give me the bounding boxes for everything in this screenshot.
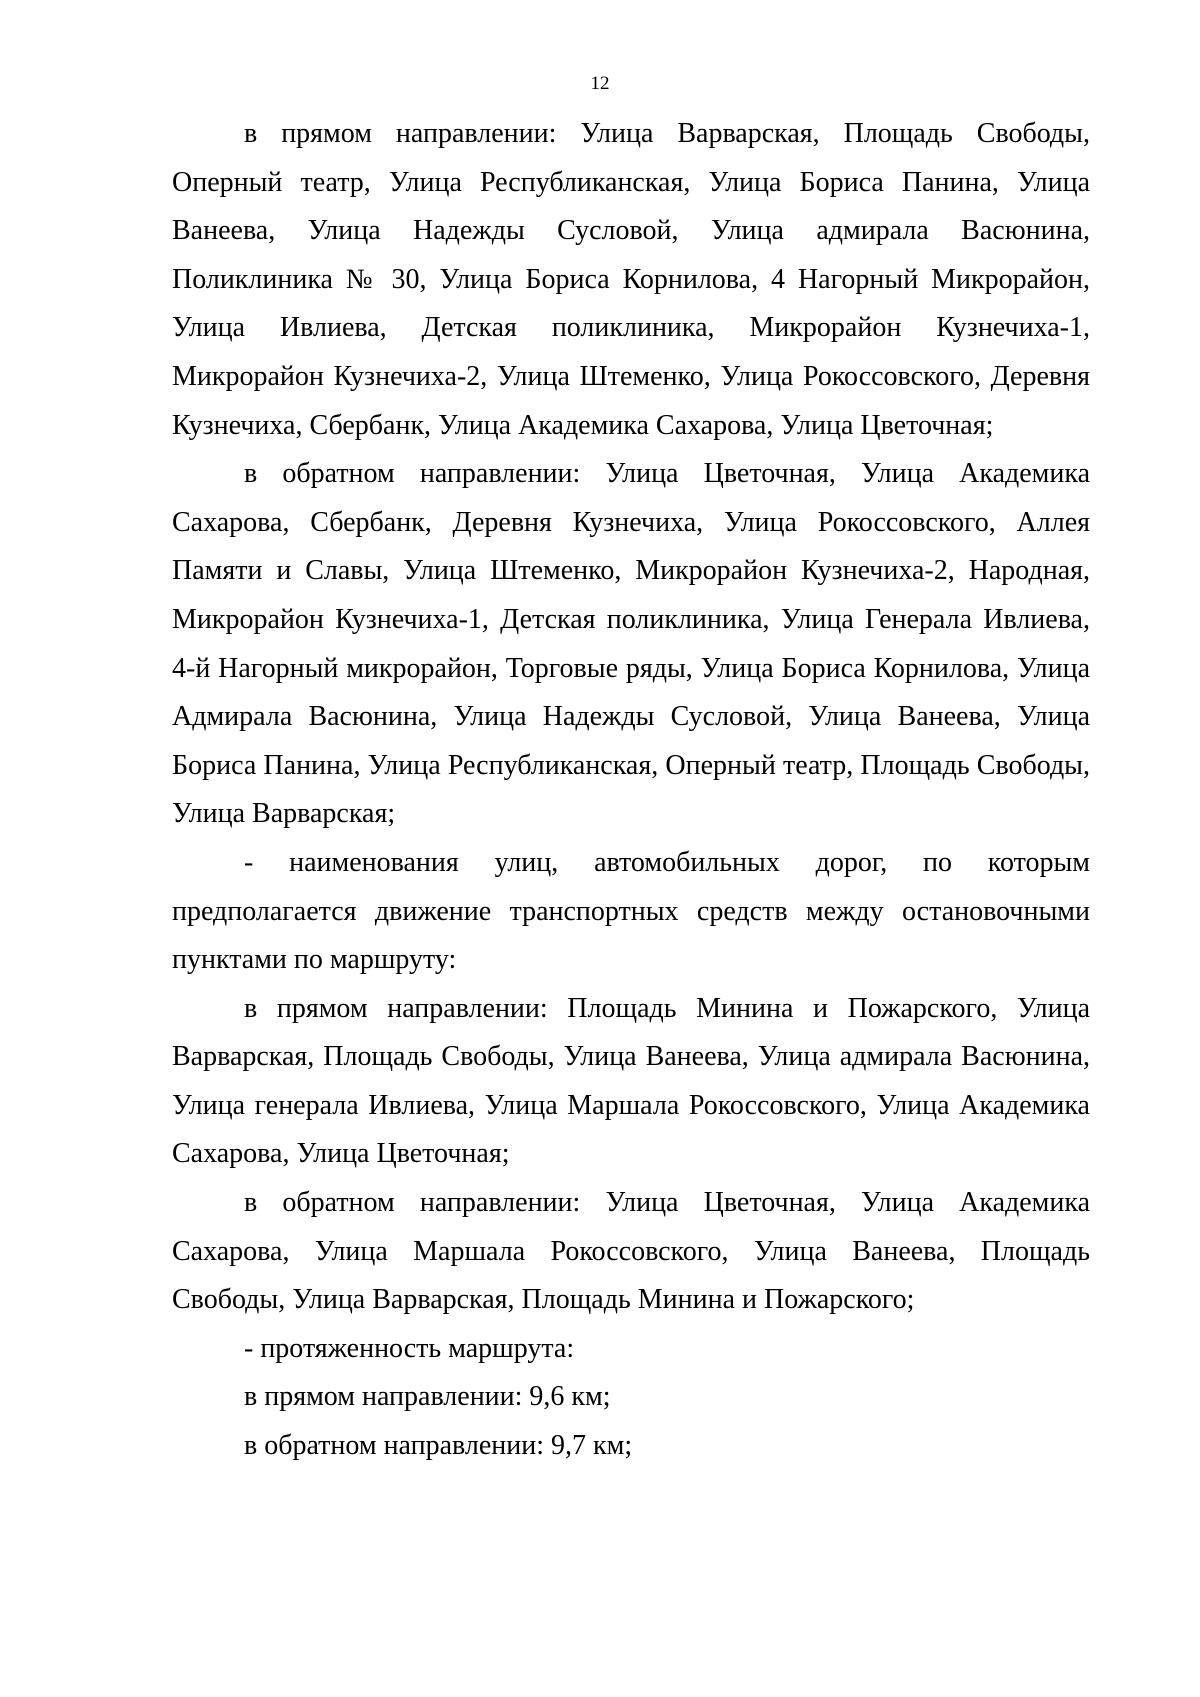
paragraph-reverse-stops: в обратном направлении: Улица Цветочная, Улица Академика Сахарова, Сбербанк, Деревня Кузнечиха, Улица Рокоссовского, Аллея Памяти и Славы, Улица Штеменко, Микрорайон Кузнечиха-2, Народная, Микрорайон Кузнечиха-1, Детская поликлиника, Улица Генерала Ивлиева, 4-й Нагорный микрорайон, Торговые ряды, Улица Бориса Корнилова, Улица Адмирала Васюнина, Улица Надежды Сусловой, Улица Ванеева, Улица Бориса Панина, Улица Республиканская, Оперный театр, Площадь Свободы, Улица Варварская; — [172, 458, 1090, 830]
document-body — [172, 110, 1090, 1471]
paragraph-streets-heading: - наименования улиц, автомобильных дорог, по которым предполагается движение транспортных средств между остановочными пунктами по маршруту: — [172, 846, 1090, 976]
paragraph-reverse-length: в обратном направлении: 9,7 км; — [244, 1430, 633, 1462]
paragraph-forward-stops: в прямом направлении: Улица Варварская, Площадь Свободы, Оперный театр, Улица Республиканская, Улица Бориса Панина, Улица Ванеева, Улица Надежды Сусловой, Улица адмирала Васюнина, Поликлиника № 30, Улица Бориса Корнилова, 4 Нагорный Микрорайон, Улица Ивлиева, Детская поликлиника, Микрорайон Кузнечиха-1, Микрорайон Кузнечиха-2, Улица Штеменко, Улица Рокоссовского, Деревня Кузнечиха, Сбербанк, Улица Академика Сахарова, Улица Цветочная; — [172, 118, 1090, 441]
paragraph-reverse-streets: в обратном направлении: Улица Цветочная, Улица Академика Сахарова, Улица Маршала Рокоссовского, Улица Ванеева, Площадь Свободы, Улица Варварская, Площадь Минина и Пожарского; — [172, 1187, 1090, 1316]
paragraph-forward-length: в прямом направлении: 9,6 км; — [244, 1381, 611, 1413]
paragraph-route-length-heading: - протяженность маршрута: — [244, 1332, 575, 1364]
paragraph-forward-streets: в прямом направлении: Площадь Минина и Пожарского, Улица Варварская, Площадь Свободы, Улица Ванеева, Улица адмирала Васюнина, Улица генерала Ивлиева, Улица Маршала Рокоссовского, Улица Академика Сахарова, Улица Цветочная; — [172, 992, 1090, 1170]
page-number: 12 — [590, 73, 610, 94]
